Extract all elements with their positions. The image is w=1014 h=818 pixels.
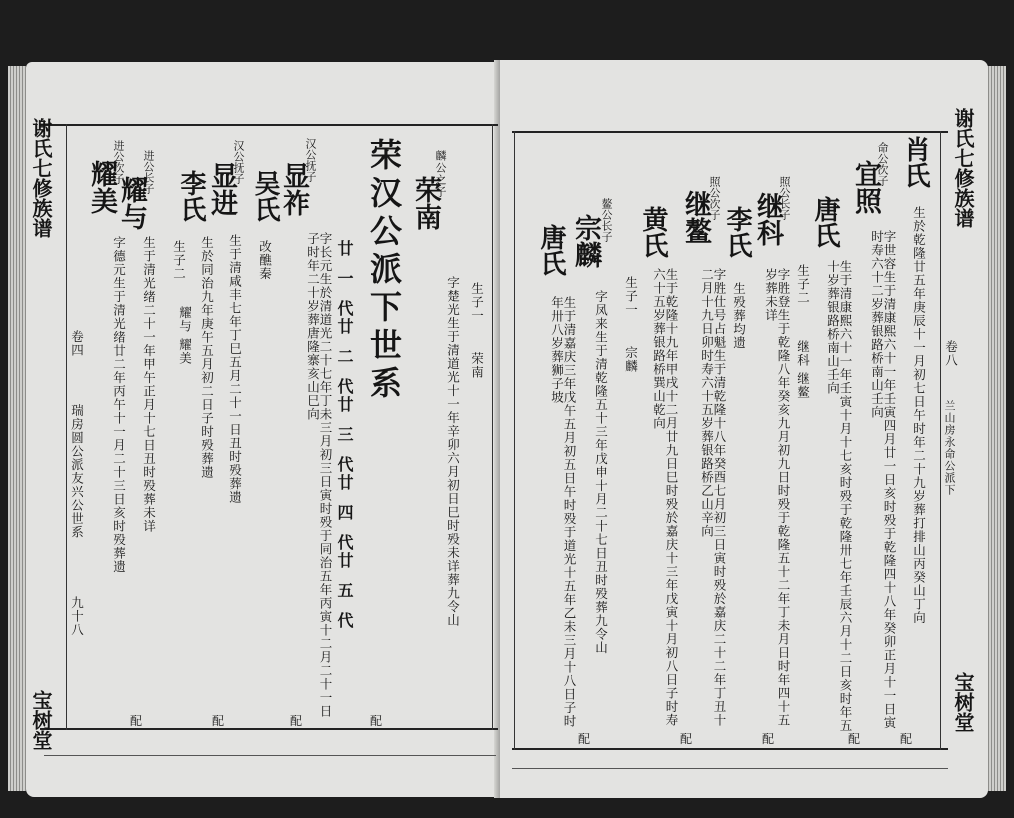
entry-sons-label: 生子一 [623,276,639,317]
entry-text: 生于乾隆十九年甲戌十二月廿九日巳时殁於嘉庆十三年戊寅十月初八日子时寿六十五岁葬银路桥巽山乾向 [651,268,679,727]
entry-heading: 进公次子 [112,140,125,184]
entry-son-names: 继科 继鳌 [795,340,811,399]
footer-pei: 配 [130,714,143,728]
entry-son-names: 宗麟 [623,346,639,373]
entry-heading: 照公长子 [778,176,791,220]
entry-heading: 进公长子 [142,150,155,194]
generation-24: 廿四代 [335,474,354,564]
left-volume: 卷四 [69,330,85,357]
left-inner-line [492,124,493,730]
right-volume: 卷八 [943,340,959,367]
entry-name: 李氏 [176,170,206,222]
entry-heading: 鳌公长子 [600,198,613,242]
entry-text: 生於乾隆廿五年庚辰十一月初七日午时年二十九岁葬打排山丙癸山丁向 [911,206,927,625]
entry-heading: 汉公抚子 [304,138,317,182]
entry-name: 唐氏 [810,196,840,248]
entry-heading: 汉公抚子 [232,140,245,184]
entry-heading: 照公次子 [708,176,721,220]
entry-text: 字长元生於清道光二十七年丁未三月初三日寅时殁于同治五年丙寅十二月二十一日子时年二十岁葬唐隆寨亥山巳向 [305,232,333,718]
entry-name: 唐氏 [536,224,566,276]
generation-22: 廿二代 [335,318,354,408]
entry-text: 生殁葬均遗 [731,282,747,350]
left-footer-rule [44,755,496,756]
left-hall-name: 宝树堂 [29,690,53,750]
entry-text: 字凤来生于清乾隆五十三年戊申十月二十七日丑时殁葬九令山 [593,290,609,655]
entry-name: 显祚 [278,162,309,216]
entry-name: 宗麟 [570,214,601,268]
generation-21: 廿一代 [335,240,354,330]
right-inner-line [514,131,515,750]
entry-text: 生于清光绪二十一年甲午正月十七日丑时殁葬未详 [141,236,157,533]
right-spine-title: 谢氏七修族谱 [951,108,975,228]
footer-pei: 配 [900,732,913,746]
left-branch: 瑞房圆公派友兴公世系 [69,404,85,539]
entry-name: 继科 [752,192,783,246]
entry-text: 改醮秦 [257,240,273,281]
entry-name: 李氏 [722,206,752,258]
entry-name: 黄氏 [638,206,668,258]
entry-text: 生于清嘉庆三年戊午五月初五日午时殁于道光十五年乙未三月十八日子时年卅八岁葬狮子坡 [549,296,577,728]
entry-heading: 麟公之子 [434,150,447,198]
footer-pei: 配 [578,732,591,746]
page-stack-left [8,66,26,791]
footer-pei: 配 [762,732,775,746]
entry-son-name: 荣南 [469,352,485,379]
left-page-number: 九十八 [69,596,85,637]
lineage-banner-title: 荣汉公派下世系 [365,138,403,404]
entry-sons-label: 生子二 [795,264,811,305]
footer-pei: 配 [848,732,861,746]
entry-name: 继鳌 [680,190,711,244]
footer-pei: 配 [680,732,693,746]
entry-text: 生於同治九年庚午五月初二日子时殁葬遗 [199,236,215,479]
entry-name: 宜照 [850,160,881,214]
right-hall-name: 宝树堂 [951,672,975,732]
entry-text: 字世容生于清康熙六十一年壬寅四月廿一日亥时殁于乾隆四十八年癸卯正月十一日寅时寿六十二岁葬银路桥南山壬向 [869,230,897,730]
entry-text: 字楚光生于清道光十一年辛卯六月初日巳时殁未详葬九令山 [445,276,461,627]
generation-25: 廿五代 [335,552,354,642]
entry-name: 吴氏 [250,170,280,222]
page-stack-right [986,66,1006,791]
right-footer-rule [512,768,948,769]
right-top-rule [512,131,948,133]
right-bottom-rule [512,748,948,750]
footer-pei: 配 [212,714,225,728]
entry-heading: 命公次子 [876,142,889,186]
entry-sons-label: 生子一 [469,282,485,323]
left-top-rule [40,124,498,126]
entry-text: 字德元生于清光绪廿二年丙午十一月二十三日亥时殁葬遗 [111,236,127,574]
left-bottom-rule [40,728,498,730]
left-spine-title: 谢氏七修族谱 [29,118,53,238]
footer-pei: 配 [290,714,303,728]
left-margin-line [66,124,67,730]
entry-name: 肖氏 [900,136,930,188]
right-margin-line [940,131,941,750]
generation-23: 廿三代 [335,396,354,486]
entry-son-names: 耀与 耀美 [177,306,193,365]
entry-sons-label: 生子二 [171,240,187,281]
entry-text: 字胜登生于乾隆八年癸亥九月初九日时殁于乾隆五十二年丁未月日时年四十五岁葬未详 [763,268,791,727]
entry-text: 生于清咸丰七年丁巳五月二十一日丑时殁葬遗 [227,234,243,504]
entry-name: 耀美 [86,160,117,214]
footer-pei: 配 [370,714,383,728]
entry-text: 字胜仕号占魁生于清乾隆十八年癸酉七月初三日寅时殁於嘉庆二十二年丁丑十二月十九日卯时寿六十五岁葬银路桥乙山辛向 [699,268,727,727]
entry-name: 显进 [206,162,237,216]
entry-name: 耀与 [116,176,147,230]
entry-name: 荣南 [410,176,441,230]
entry-text: 生于清康熙六十一年壬寅十月十七亥时殁于乾隆卅七年壬辰六月十二日亥时年五十岁葬银路桥南山壬向 [825,260,853,733]
right-branch: 兰山房永命公派下 [943,400,956,496]
